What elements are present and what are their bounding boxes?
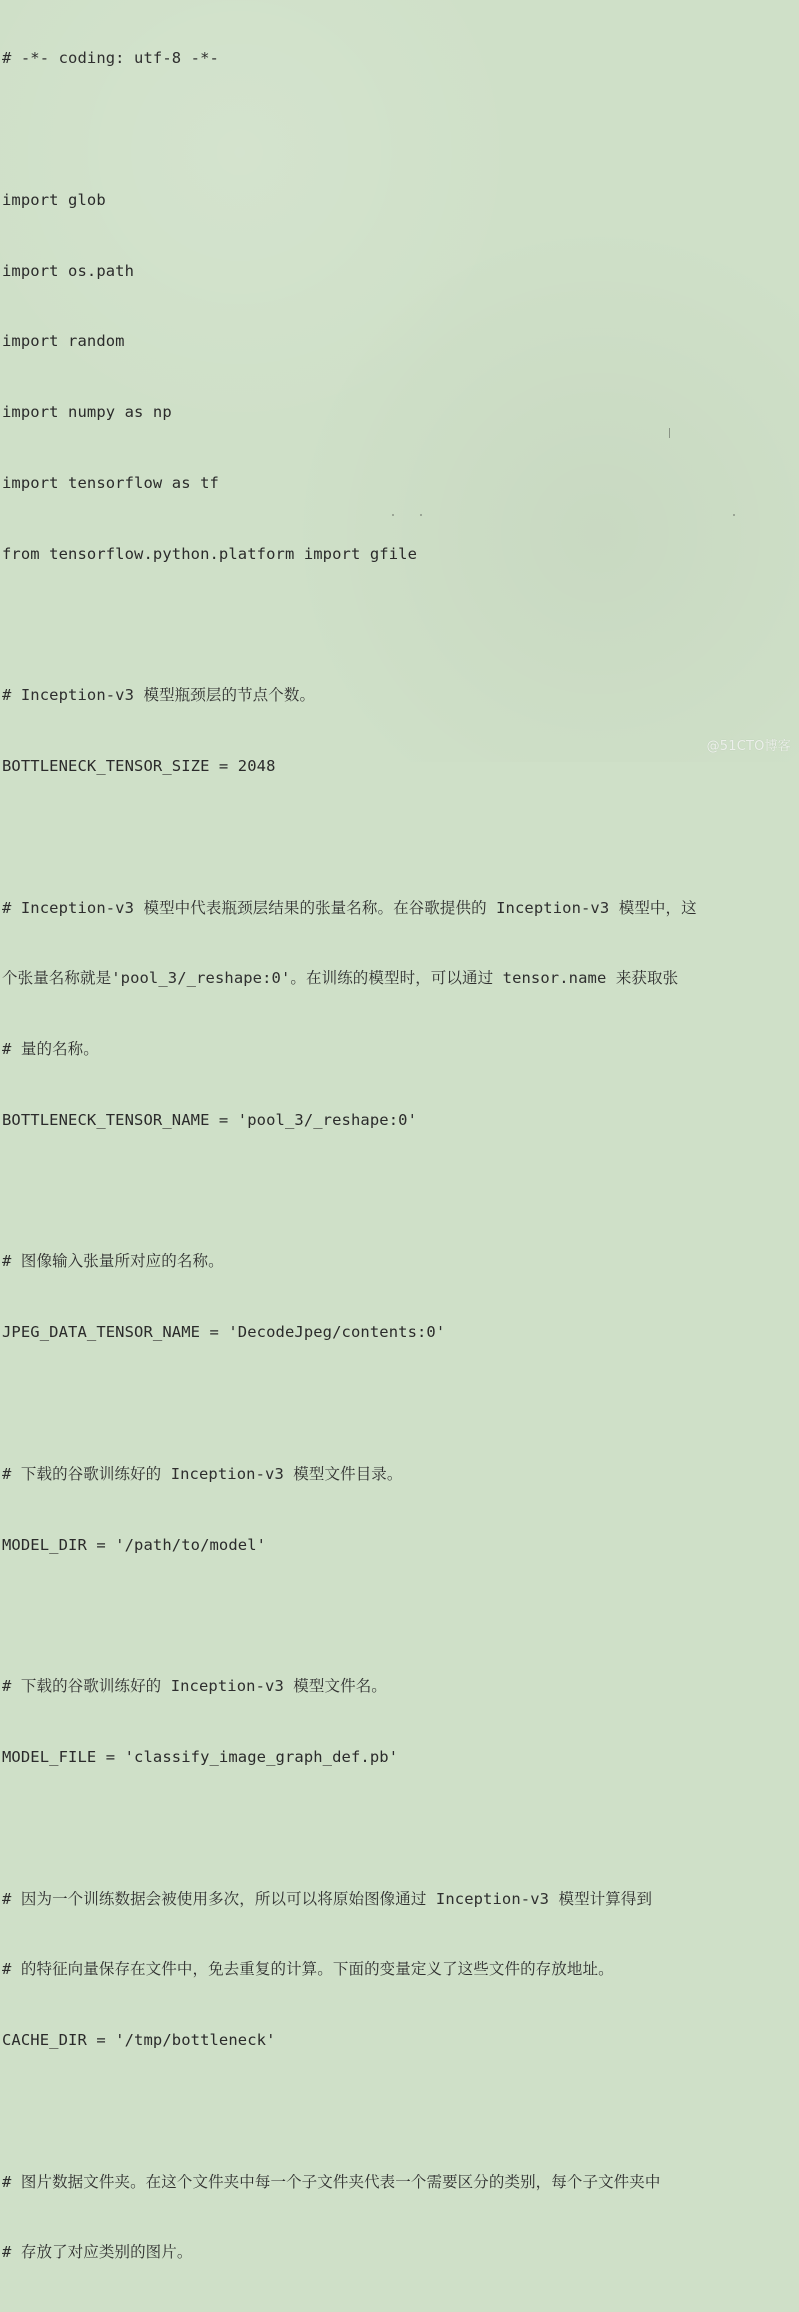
code-line: from tensorflow.python.platform import gfile	[2, 544, 417, 563]
watermark: @51CTO博客	[706, 739, 791, 754]
code-line: # 下载的谷歌训练好的 Inception-v3 模型文件名。	[2, 1677, 387, 1696]
code-line: # -*- coding: utf-8 -*-	[2, 49, 219, 68]
blank-line	[2, 1392, 792, 1416]
code-line: # 图片数据文件夹。在这个文件夹中每一个子文件夹代表一个需要区分的类别，每个子文件夹中	[2, 2172, 661, 2191]
code-line: # Inception-v3 模型中代表瓶颈层结果的张量名称。在谷歌提供的 Inception-v3 模型中，这	[2, 898, 697, 917]
scan-speck	[669, 428, 670, 438]
blank-line	[2, 1604, 792, 1628]
code-line: # 下载的谷歌训练好的 Inception-v3 模型文件目录。	[2, 1464, 403, 1483]
scan-speck	[392, 514, 394, 516]
code-line: JPEG_DATA_TENSOR_NAME = 'DecodeJpeg/contents:0'	[2, 1323, 446, 1342]
blank-line	[2, 613, 792, 637]
code-line: # 量的名称。	[2, 1040, 99, 1059]
code-line: import tensorflow as tf	[2, 473, 219, 492]
blank-line	[2, 2100, 792, 2124]
code-listing	[2, 0, 792, 2312]
code-line: import glob	[2, 190, 106, 209]
blank-line	[2, 826, 792, 850]
blank-line	[2, 1180, 792, 1204]
code-line: CACHE_DIR = '/tmp/bottleneck'	[2, 2031, 276, 2050]
code-line: import random	[2, 332, 125, 351]
blank-line	[2, 1817, 792, 1841]
code-line: BOTTLENECK_TENSOR_SIZE = 2048	[2, 757, 276, 775]
code-line: MODEL_FILE = 'classify_image_graph_def.pb'	[2, 1747, 399, 1766]
code-line: # 图像输入张量所对应的名称。	[2, 1252, 224, 1271]
code-line: # 的特征向量保存在文件中，免去重复的计算。下面的变量定义了这些文件的存放地址。	[2, 1960, 614, 1979]
code-line: MODEL_DIR = '/path/to/model'	[2, 1535, 267, 1554]
code-line: # Inception-v3 模型瓶颈层的节点个数。	[2, 686, 316, 705]
code-line: BOTTLENECK_TENSOR_NAME = 'pool_3/_reshape:0'	[2, 1110, 417, 1129]
blank-line	[2, 118, 792, 142]
code-line: # 因为一个训练数据会被使用多次，所以可以将原始图像通过 Inception-v3 模型计算得到	[2, 1889, 653, 1908]
code-line: # 存放了对应类别的图片。	[2, 2243, 193, 2262]
code-line: import os.path	[2, 261, 135, 280]
scan-speck	[420, 514, 422, 516]
code-line: 个张量名称就是'pool_3/_reshape:0'。在训练的模型时，可以通过 tensor.name 来获取张	[2, 969, 679, 988]
code-line: import numpy as np	[2, 403, 172, 422]
scan-speck	[733, 514, 735, 516]
